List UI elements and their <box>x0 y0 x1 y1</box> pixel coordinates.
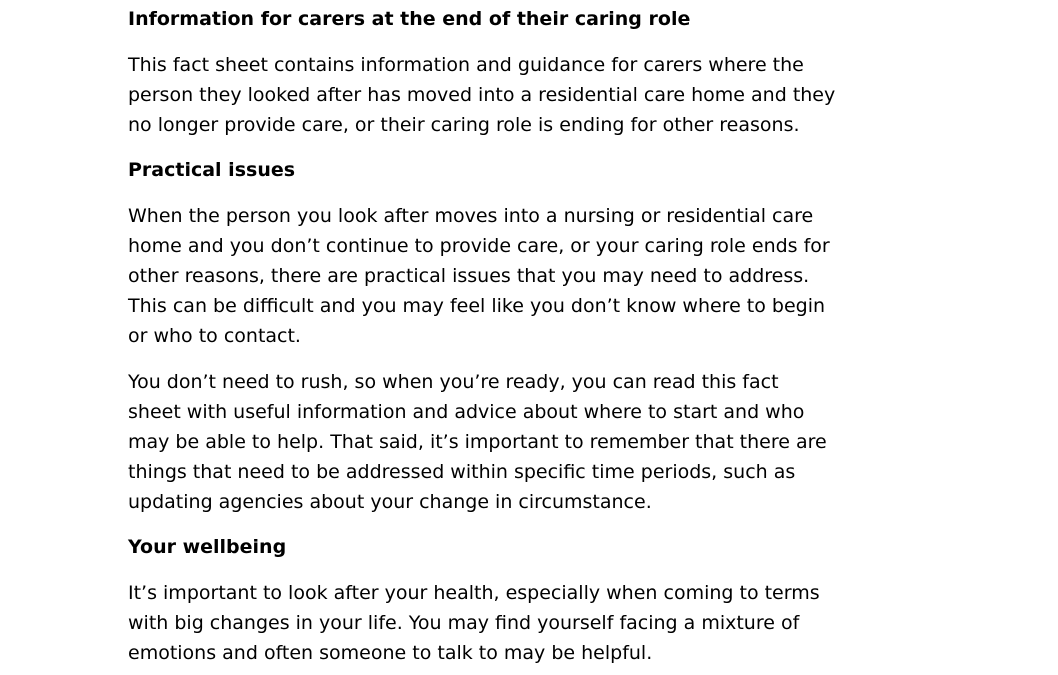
document-title: Information for carers at the end of their caring role <box>128 8 691 30</box>
text-line: This can be difficult and you may feel like you don’t know where to begin <box>128 294 826 317</box>
text-line: When the person you look after moves into a nursing or residential care <box>128 205 814 228</box>
text-line: things that need to be addressed within specific time periods, such as <box>128 460 796 483</box>
text-line: person they looked after has moved into a residential care home and they <box>128 83 836 106</box>
practical-issues-paragraph-2 <box>128 368 948 517</box>
wellbeing-paragraph <box>128 579 948 668</box>
document-page <box>128 4 948 669</box>
section-heading-practical-issues: Practical issues <box>128 159 296 182</box>
text-line: no longer provide care, or their caring role is ending for other reasons. <box>128 113 800 136</box>
text-line: may be able to help. That said, it’s important to remember that there are <box>128 430 827 453</box>
text-line: emotions and often someone to talk to may be helpful. <box>128 641 653 664</box>
text-line: You don’t need to rush, so when you’re ready, you can read this fact <box>128 371 779 394</box>
text-line: This fact sheet contains information and guidance for carers where the <box>128 54 804 76</box>
practical-issues-paragraph-1 <box>128 202 948 351</box>
section-heading-your-wellbeing: Your wellbeing <box>128 536 287 559</box>
text-line: or who to contact. <box>128 324 301 347</box>
text-line: updating agencies about your change in circumstance. <box>128 490 652 513</box>
text-line: other reasons, there are practical issues that you may need to address. <box>128 264 810 287</box>
text-line: sheet with useful information and advice about where to start and who <box>128 401 805 424</box>
intro-paragraph <box>128 51 948 140</box>
text-line: It’s important to look after your health, especially when coming to terms <box>128 582 820 605</box>
text-line: with big changes in your life. You may find yourself facing a mixture of <box>128 612 800 635</box>
text-line: home and you don’t continue to provide care, or your caring role ends for <box>128 235 830 258</box>
